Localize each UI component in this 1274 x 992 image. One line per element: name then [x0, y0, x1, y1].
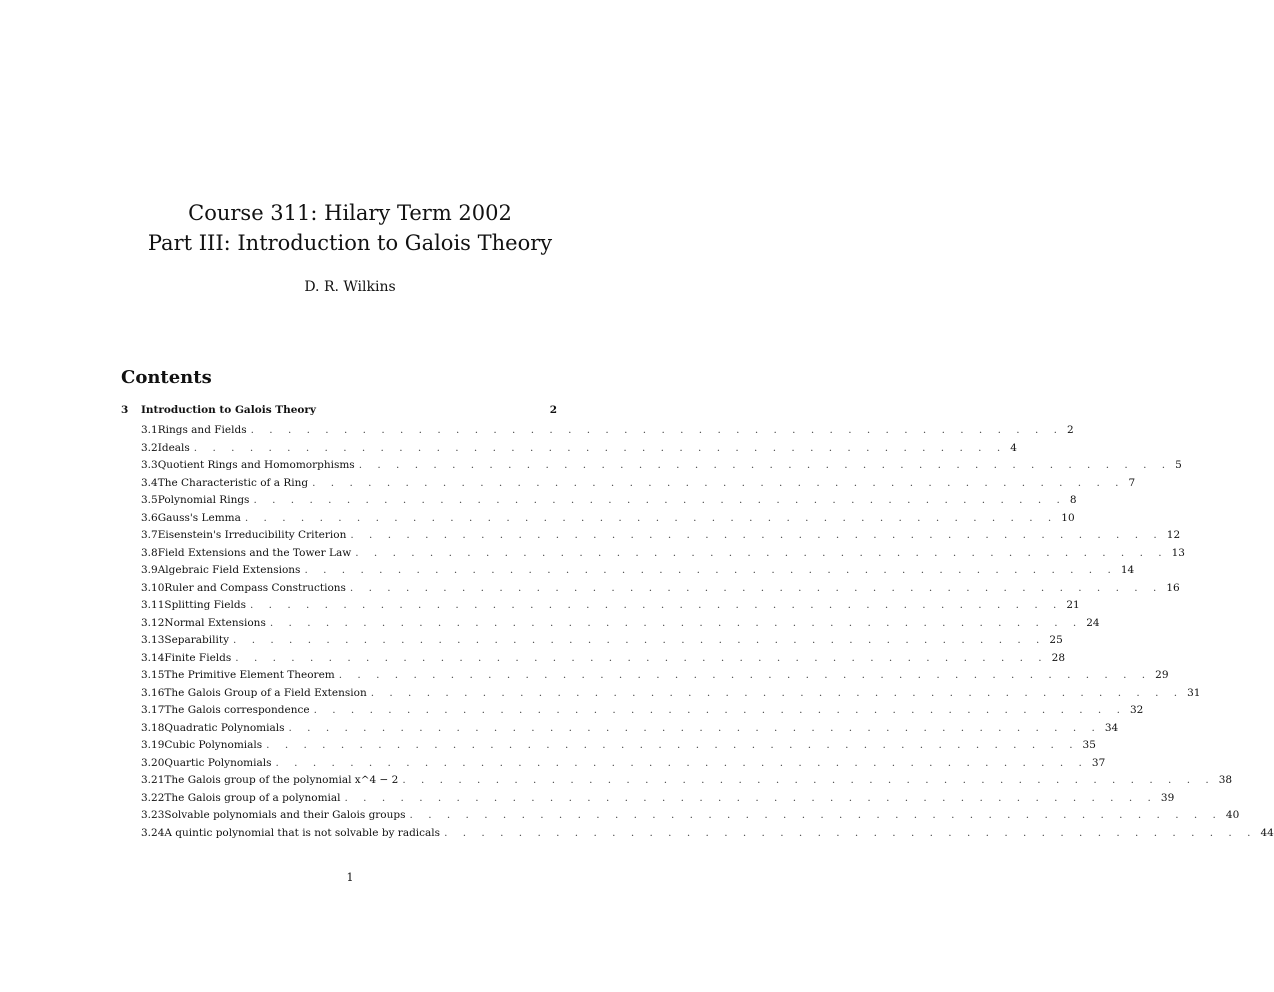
toc-entry-page: 16: [1166, 581, 1180, 594]
toc-entry-title: Ruler and Compass Constructions: [164, 581, 346, 594]
toc-entry-title: The Characteristic of a Ring: [157, 476, 309, 489]
toc-entry-page: 35: [1082, 739, 1096, 751]
toc-leader-dots: [371, 687, 1183, 699]
toc-entry-title: Quadratic Polynomials: [164, 721, 285, 734]
toc-entry-title: A quintic polynomial that is not solvable by radicals: [164, 826, 441, 839]
toc-entry-page: 5: [1175, 459, 1182, 471]
title-line-2: Part III: Introduction to Galois Theory: [147, 231, 553, 255]
toc-entry-number: 3.15: [141, 669, 165, 681]
toc-leader-dots: [194, 442, 1006, 454]
toc-entry-title: The Galois group of a polynomial: [164, 791, 341, 804]
toc-entry-number: 3.11: [141, 599, 165, 611]
toc-entry-number: 3.23: [141, 809, 165, 821]
toc-entry-number: 3.14: [141, 651, 165, 664]
toc-entry-title: Rings and Fields: [157, 424, 247, 436]
toc-entry-number: 3.7: [141, 529, 158, 541]
toc-leader-dots: [410, 809, 1222, 821]
toc-section-entry[interactable]: [121, 581, 1180, 600]
toc-section-entry[interactable]: [121, 494, 1077, 512]
title-line-1: Course 311: Hilary Term 2002: [188, 201, 512, 225]
toc-entry-page: 37: [1091, 756, 1106, 769]
toc-section-entry[interactable]: [121, 686, 1201, 705]
toc-entry-title: Ideals: [157, 441, 190, 454]
toc-entry-title: The Galois group of the polynomial x^4 − 2: [164, 774, 399, 786]
toc-section-entry[interactable]: [121, 529, 1181, 547]
toc-section-entry[interactable]: [121, 791, 1175, 810]
toc-entry-page: 25: [1049, 634, 1063, 646]
page-number: 1: [346, 871, 354, 884]
toc-entry-number: 3.8: [141, 546, 158, 559]
toc-section-entry[interactable]: [121, 546, 1185, 565]
toc-section-entry[interactable]: [121, 616, 1100, 635]
toc-entry-page: 40: [1225, 809, 1240, 821]
toc-entry-title: Finite Fields: [164, 651, 232, 664]
toc-section-entry[interactable]: [121, 424, 1074, 442]
toc-section-entry[interactable]: [121, 774, 1233, 792]
toc-entry-page: 38: [1218, 774, 1233, 786]
toc-leader-dots: [350, 529, 1162, 541]
toc-entry-number: 3.17: [141, 704, 165, 716]
toc-entry-page: 34: [1104, 721, 1119, 734]
toc-entry-page: 12: [1166, 529, 1181, 541]
toc-leader-dots: [270, 617, 1082, 629]
toc-entry-number: 3.13: [141, 634, 165, 646]
toc-section-entry[interactable]: [121, 721, 1119, 740]
toc-entry-title: Cubic Polynomials: [164, 739, 263, 751]
toc-entry-page: 29: [1155, 669, 1169, 681]
toc-entry-title: Polynomial Rings: [157, 494, 250, 506]
toc-leader-dots: [304, 564, 1116, 576]
toc-entry-number: 3.24: [141, 826, 165, 839]
author: D. R. Wilkins: [304, 279, 396, 295]
toc-leader-dots: [250, 599, 1062, 611]
toc-entry-title: The Galois Group of a Field Extension: [164, 686, 367, 699]
toc-leader-dots: [235, 652, 1047, 664]
toc-chapter-entry[interactable]: [121, 404, 557, 424]
toc-entry-number: 3.3: [141, 459, 158, 471]
toc-entry-page: 2: [549, 404, 557, 416]
toc-entry-title: Normal Extensions: [164, 616, 266, 629]
toc-entry-title: Quartic Polynomials: [164, 756, 272, 769]
toc-section-entry[interactable]: [121, 809, 1240, 827]
toc-section-entry[interactable]: [121, 756, 1106, 775]
toc-leader-dots: [345, 792, 1157, 804]
toc-entry-number: 3.9: [141, 564, 158, 576]
toc-leader-dots: [359, 459, 1171, 471]
toc-section-entry[interactable]: [121, 651, 1066, 670]
table-of-contents: [121, 404, 1274, 844]
toc-entry-page: 39: [1160, 791, 1175, 804]
toc-entry-number: 3: [121, 404, 129, 416]
toc-leader-dots: [350, 582, 1162, 594]
toc-entry-title: Introduction to Galois Theory: [141, 404, 317, 416]
toc-entry-number: 3.1: [141, 424, 158, 436]
toc-leader-dots: [402, 774, 1214, 786]
toc-leader-dots: [251, 424, 1063, 436]
toc-entry-page: 21: [1066, 599, 1080, 611]
toc-entry-page: 14: [1120, 564, 1135, 576]
toc-entry-number: 3.2: [141, 441, 158, 454]
toc-leader-dots: [312, 477, 1124, 489]
toc-leader-dots: [245, 512, 1057, 524]
toc-entry-page: 10: [1061, 511, 1075, 524]
toc-leader-dots: [314, 704, 1126, 716]
toc-entry-page: 13: [1171, 546, 1185, 559]
toc-entry-number: 3.12: [141, 616, 165, 629]
toc-entry-page: 28: [1051, 651, 1066, 664]
toc-entry-page: 7: [1128, 476, 1136, 489]
toc-entry-number: 3.5: [141, 494, 158, 506]
toc-entry-title: Quotient Rings and Homomorphisms: [157, 459, 355, 471]
toc-entry-number: 3.10: [141, 581, 165, 594]
toc-section-entry[interactable]: [121, 599, 1080, 617]
toc-entry-title: Gauss's Lemma: [157, 511, 241, 524]
toc-entry-page: 4: [1010, 441, 1017, 454]
toc-section-entry[interactable]: [121, 441, 1017, 460]
toc-leader-dots: [288, 722, 1100, 734]
toc-section-entry[interactable]: [121, 459, 1182, 477]
toc-entry-page: 24: [1086, 616, 1100, 629]
toc-section-entry[interactable]: [121, 476, 1136, 495]
toc-leader-dots: [276, 757, 1088, 769]
document-title: [0, 198, 700, 258]
toc-entry-page: 32: [1129, 704, 1144, 716]
toc-entry-title: The Galois correspondence: [164, 704, 310, 716]
toc-entry-page: 44: [1260, 826, 1274, 839]
toc-entry-title: Field Extensions and the Tower Law: [157, 546, 352, 559]
toc-section-entry[interactable]: [121, 634, 1063, 652]
toc-entry-title: Separability: [164, 634, 230, 646]
toc-leader-dots: [339, 669, 1151, 681]
toc-entry-title: The Primitive Element Theorem: [164, 669, 335, 681]
toc-leader-dots: [355, 547, 1167, 559]
toc-entry-title: Splitting Fields: [164, 599, 246, 611]
toc-leader-dots: [266, 739, 1078, 751]
toc-entry-number: 3.19: [141, 739, 165, 751]
toc-section-entry[interactable]: [121, 511, 1075, 530]
toc-leader-dots: [233, 634, 1045, 646]
toc-section-entry[interactable]: [121, 826, 1274, 845]
toc-entry-title: Eisenstein's Irreducibility Criterion: [157, 529, 347, 541]
toc-entry-number: 3.22: [141, 791, 165, 804]
toc-entry-number: 3.18: [141, 721, 165, 734]
toc-entry-title: Algebraic Field Extensions: [157, 564, 301, 576]
toc-leader-dots: [444, 827, 1256, 839]
toc-section-entry[interactable]: [121, 739, 1096, 757]
toc-entry-page: 8: [1069, 494, 1077, 506]
toc-entry-number: 3.21: [141, 774, 165, 786]
toc-section-entry[interactable]: [121, 669, 1169, 687]
toc-section-entry[interactable]: [121, 704, 1144, 722]
toc-entry-number: 3.16: [141, 686, 165, 699]
toc-entry-number: 3.20: [141, 756, 165, 769]
toc-entry-page: 31: [1187, 686, 1201, 699]
toc-entry-number: 3.6: [141, 511, 158, 524]
toc-section-entry[interactable]: [121, 564, 1135, 582]
toc-leader-dots: [253, 494, 1065, 506]
toc-entry-title: Solvable polynomials and their Galois groups: [164, 809, 406, 821]
toc-entry-page: 2: [1066, 424, 1074, 436]
contents-heading: Contents: [121, 367, 212, 388]
toc-entry-number: 3.4: [141, 476, 158, 489]
